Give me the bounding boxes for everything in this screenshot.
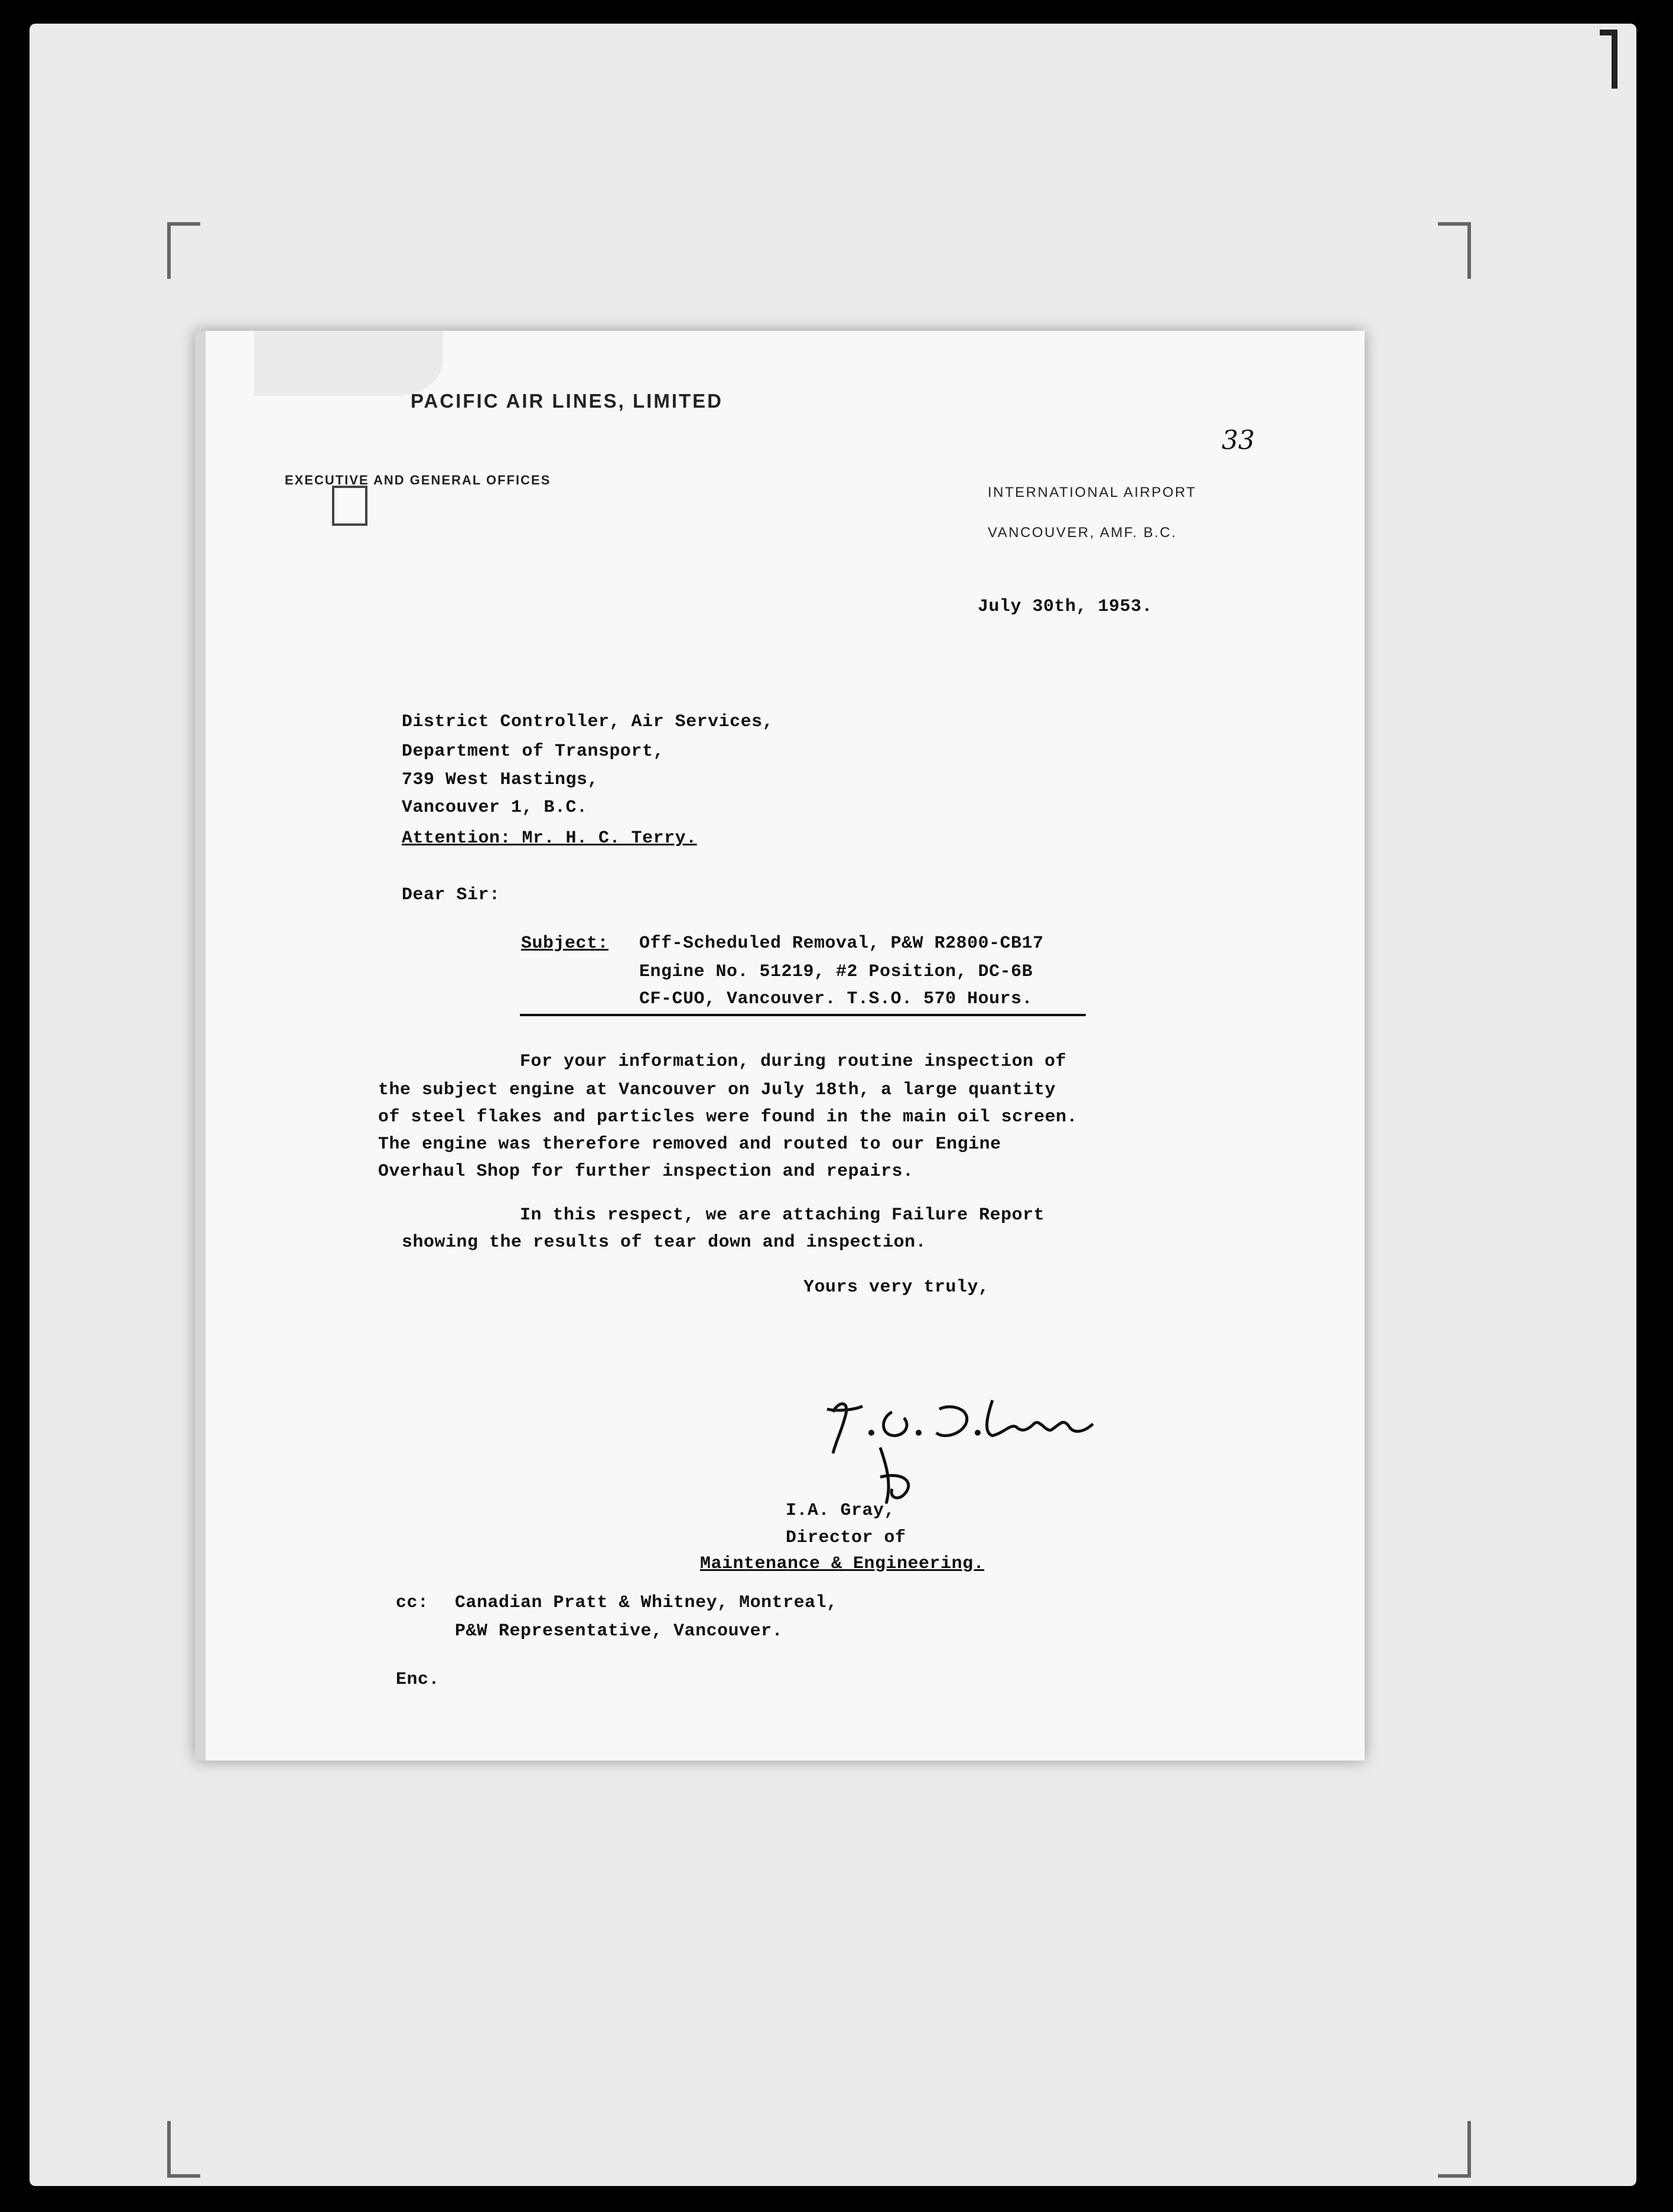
recipient-line: Department of Transport, [402,741,665,762]
attention-line: Attention: Mr. H. C. Terry. [402,828,697,848]
signer-title-1: Director of [786,1528,906,1548]
recipient-line: 739 West Hastings, [402,770,599,790]
enclosure: Enc. [396,1670,440,1690]
cc-line: Canadian Pratt & Whitney, Montreal, [455,1593,838,1613]
body-line: In this respect, we are attaching Failure Report [520,1205,1045,1225]
paper-edge [195,331,206,1761]
crop-mark-bottom-left [167,2121,200,2178]
body-line: showing the results of tear down and inspection. [402,1232,927,1253]
signer-name: I.A. Gray, [786,1501,896,1521]
letter-date: July 30th, 1953. [978,597,1153,617]
subject-line: Off-Scheduled Removal, P&W R2800-CB17 [639,933,1044,954]
crop-mark-bottom-right [1438,2121,1471,2178]
cc-line: P&W Representative, Vancouver. [455,1621,783,1641]
punch-hole [332,486,367,526]
subject-underline [520,1014,1086,1016]
cc-label: cc: [396,1593,429,1613]
letter-page [195,331,1365,1761]
torn-corner [254,331,443,396]
subject-label: Subject: [521,933,609,954]
body-line: The engine was therefore removed and routed to our Engine [378,1134,1001,1154]
body-line: the subject engine at Vancouver on July 18th, a large quantity [378,1080,1056,1100]
signer-title-2: Maintenance & Engineering. [700,1554,985,1574]
body-line: For your information, during routine inspection of [520,1052,1067,1072]
company-name: PACIFIC AIR LINES, LIMITED [411,390,723,412]
film-edge-mark [1600,30,1617,89]
body-line: Overhaul Shop for further inspection and repairs. [378,1162,914,1182]
address-line-2: VANCOUVER, AMF. B.C. [988,525,1177,541]
crop-mark-top-right [1438,222,1471,279]
address-line-1: INTERNATIONAL AIRPORT [988,484,1197,500]
handwritten-signature [815,1377,1134,1512]
offices-label: EXECUTIVE AND GENERAL OFFICES [285,473,551,487]
subject-line: CF-CUO, Vancouver. T.S.O. 570 Hours. [639,989,1033,1009]
crop-mark-top-left [167,222,200,279]
recipient-line: District Controller, Air Services, [402,712,774,732]
body-line: of steel flakes and particles were found in the main oil screen. [378,1107,1078,1127]
salutation: Dear Sir: [402,885,500,905]
page-number: 33 [1222,425,1255,456]
recipient-line: Vancouver 1, B.C. [402,798,588,818]
closing: Yours very truly, [803,1277,990,1297]
subject-line: Engine No. 51219, #2 Position, DC-6B [639,962,1033,982]
